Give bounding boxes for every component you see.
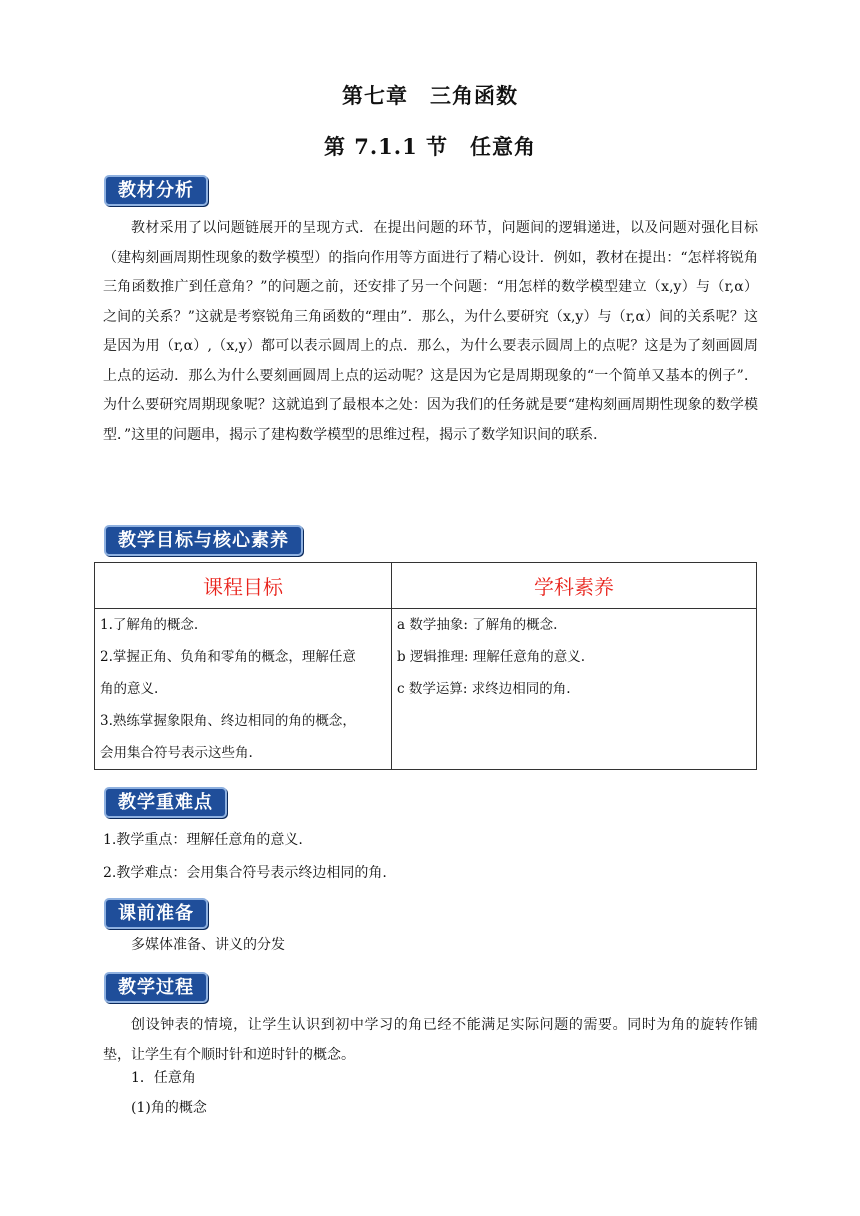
process-item-1: 1．任意角 xyxy=(131,1070,196,1086)
course-goals-cell xyxy=(95,609,392,770)
process-item-1-sub: (1)角的概念 xyxy=(131,1100,207,1116)
core-literacy-line: c 数学运算: 求终边相同的角. xyxy=(397,681,571,697)
badge-textbook-analysis: 教材分析 xyxy=(104,175,208,206)
badge-goals: 教学目标与核心素养 xyxy=(104,525,303,556)
badge-preparation: 课前准备 xyxy=(104,898,208,929)
course-goal-line: 角的意义. xyxy=(100,681,159,697)
course-goal-line: 3.熟练掌握象限角、终边相同的角的概念， xyxy=(100,713,356,729)
core-literacy-cell xyxy=(392,609,757,770)
teaching-focus: 1.教学重点：理解任意角的意义. xyxy=(103,832,303,848)
goals-table-body-row xyxy=(95,609,757,770)
chapter-title: 第七章 三角函数 xyxy=(342,83,518,108)
badge-teaching-process: 教学过程 xyxy=(104,972,208,1003)
course-goal-line: 2.掌握正角、负角和零角的概念，理解任意 xyxy=(100,649,356,665)
analysis-paragraph: 教材采用了以问题链展开的呈现方式．在提出问题的环节，问题间的逻辑递进，以及问题对强化目标（建构刻画周期性现象的数学模型）的指向作用等方面进行了精心设计．例如，教材在提出：“怎样将锐角三角函数推广到任意角？”的问题之前，还安排了另一个问题：“用怎样的数学模型建立（x,y）与（r,α）之间的关系？”这就是考察锐角三角函数的“理由”．那么，为什么要研究（x,y）与（r,α）间的关系呢？这是因为用（r,α）,（x,y）都可以表示圆周上的点．那么，为什么要表示圆周上的点呢？这是为了刻画圆周上点的运动．那么为什么要刻画圆周上点的运动呢？这是因为它是周期现象的“一个简单又基本的例子”．为什么要研究周期现象呢？这就追到了最根本之处：因为我们的任务就是要“建构刻画周期性现象的数学模型．”这里的问题串，揭示了建构数学模型的思维过程，揭示了数学知识间的联系． xyxy=(103,220,758,443)
core-literacy-line: a 数学抽象: 了解角的概念. xyxy=(397,617,558,633)
course-goal-line: 1.了解角的概念. xyxy=(100,617,199,633)
goals-header-core-literacy: 学科素养 xyxy=(392,563,757,609)
core-literacy-line: b 逻辑推理: 理解任意角的意义. xyxy=(397,649,586,665)
teaching-difficulty: 2.教学难点：会用集合符号表示终边相同的角. xyxy=(103,865,387,881)
process-intro: 创设钟表的情境，让学生认识到初中学习的角已经不能满足实际问题的需要。同时为角的旋转作铺垫，让学生有个顺时针和逆时针的概念。 xyxy=(103,1017,758,1063)
course-goal-line: 会用集合符号表示这些角. xyxy=(100,745,253,761)
goals-table-header-row xyxy=(95,563,757,609)
goals-table xyxy=(94,562,757,770)
preparation-text: 多媒体准备、讲义的分发 xyxy=(131,937,285,953)
badge-key-points: 教学重难点 xyxy=(104,787,227,818)
goals-header-course-goals: 课程目标 xyxy=(95,563,392,609)
section-title: 第 7.1.1 节 任意角 xyxy=(323,134,537,159)
